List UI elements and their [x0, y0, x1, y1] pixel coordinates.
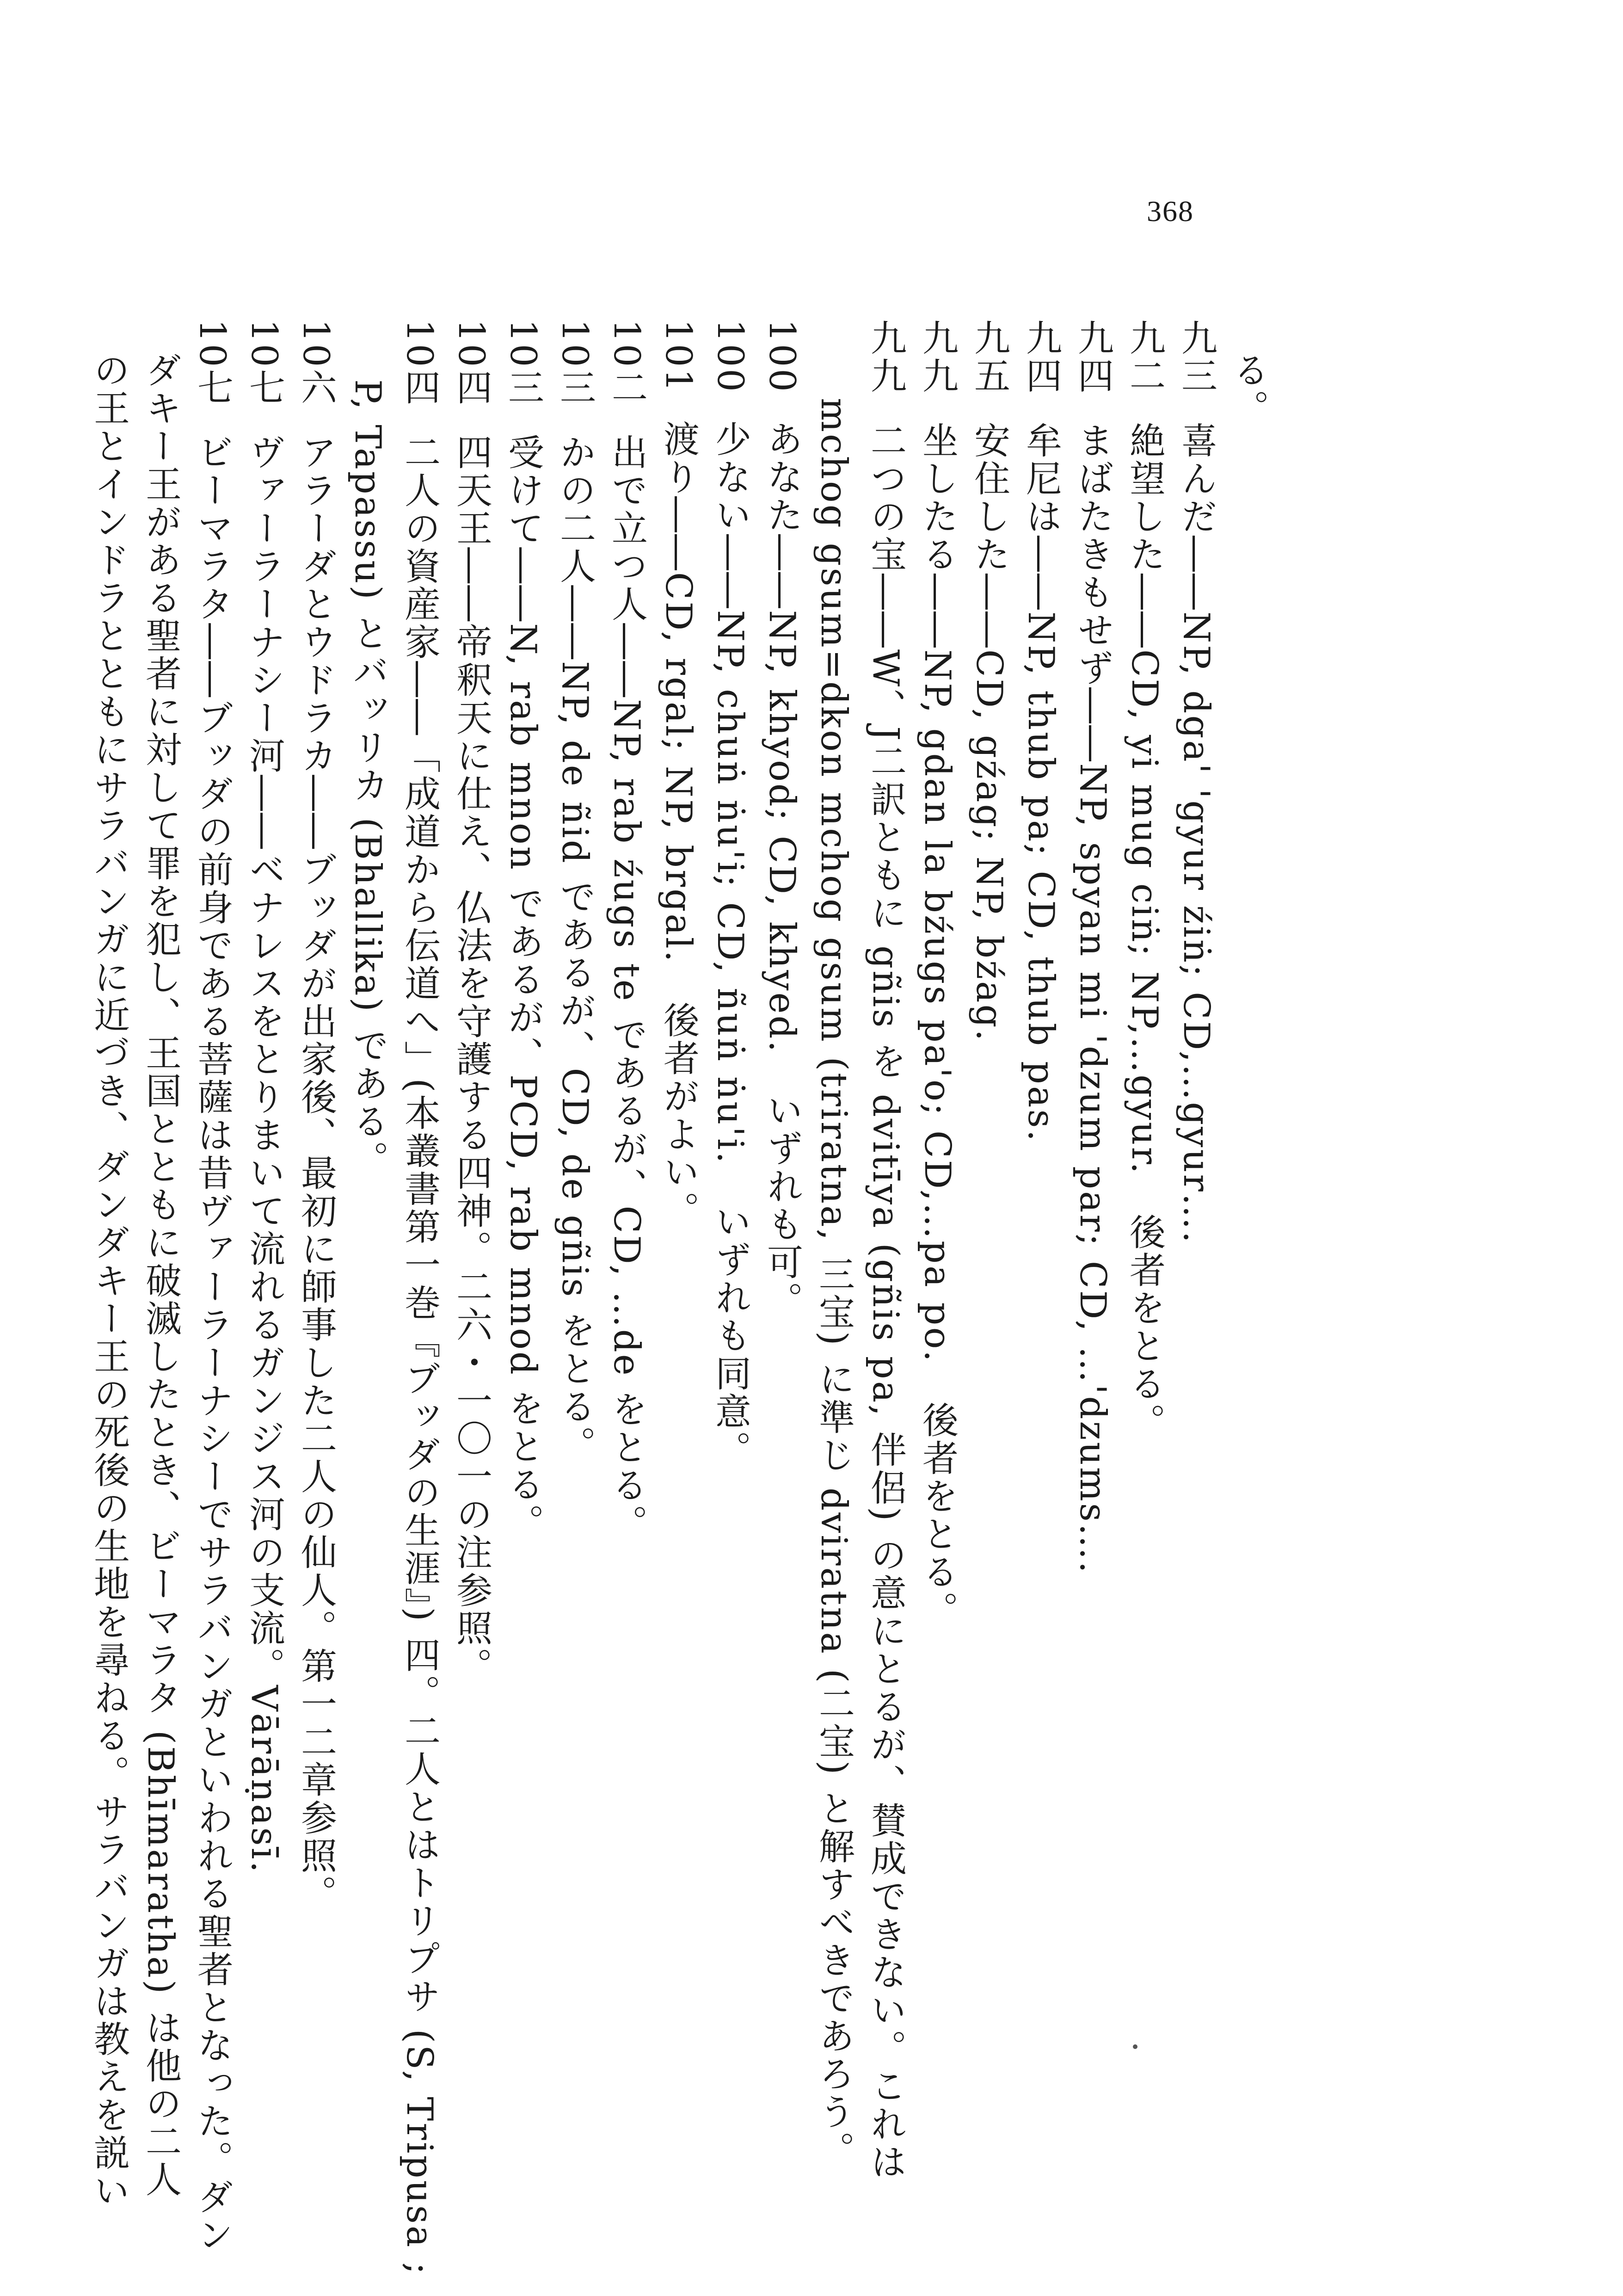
note-text: mchog gsum=dkon mchog gsum (triratna, 三宝) に準じ dviratna (二宝) と解すべきであろう。	[813, 398, 855, 2169]
note-number: 九二	[1124, 319, 1165, 395]
text-column	[88, 352, 129, 2210]
note-text: 少ない――NP, chuṅ ṅu'i; CD, ñuṅ ṅu'i. いずれも同意。	[709, 420, 751, 1469]
note-text: の王とインドラとともにサラバンガに近づき、ダンダキー王の死後の生地を尋ねる。サラバンガは教えを説い	[88, 352, 129, 2210]
note-number: 10四	[399, 319, 440, 407]
text-column	[867, 319, 904, 2181]
text-column	[554, 319, 596, 1464]
note-text: アラーダとウドラカ――ブッダが出家後、最初に師事した二人の仙人。第一二章参照。	[295, 433, 337, 1913]
note-number: 10七	[191, 319, 233, 407]
note-text: 出で立つ人――NP, rab źugs te であるが、CD, …de をとる。	[606, 433, 647, 1543]
note-text: 牟尼は――NP, thub pa; CD, thub pas.	[1020, 422, 1062, 1143]
note-text: あなた――NP, khyod; CD, khyed. いずれも可。	[761, 420, 803, 1320]
note-number: 10七	[243, 319, 285, 407]
note-number: 九五	[968, 319, 1010, 395]
note-text: 絶望した――CD, yi mug ciṅ; NP,…gyur. 後者をとる。	[1124, 422, 1165, 1441]
note-text: る。	[1227, 352, 1269, 427]
note-text: 安住した――CD, gźag; NP, bźag.	[968, 422, 1010, 1043]
text-column	[347, 379, 388, 1179]
text-column	[295, 319, 337, 1913]
text-column	[968, 319, 1010, 1043]
ink-speck	[1133, 2044, 1137, 2049]
note-number: 10六	[295, 319, 337, 407]
text-column	[243, 319, 285, 1875]
note-number: 10三	[502, 319, 544, 407]
note-number: 10二	[606, 319, 647, 407]
note-text: ビーマラタ――ブッダの前身である菩薩は昔ヴァーラーナシーでサラバンガといわれる聖者となった。ダン	[191, 433, 233, 2254]
text-column	[606, 319, 647, 1543]
text-column	[658, 319, 699, 1229]
note-text: 四天王――帝釈天に仕え、仏法を守護する四神。二六・一〇一の注参照。	[450, 433, 492, 1685]
note-text: 二つの宝――W、J二訳ともに gñis を dvitīya (gñis pa, 伴侶) の意にとるが、賛成できない。これは	[865, 422, 906, 2181]
note-number: 九三	[1175, 319, 1217, 395]
note-text: 受けて――N, rab mnon であるが、PCD, rab mnod をとる。	[502, 433, 544, 1542]
note-number: 100	[761, 319, 803, 394]
note-text: 渡り――CD, rgal; NP, brgal. 後者がよい。	[658, 420, 699, 1229]
note-number: 九四	[1072, 319, 1113, 395]
text-column	[502, 319, 544, 1542]
note-number: 九四	[1020, 319, 1062, 395]
note-text: かの二人――NP, de ñid であるが、CD, de gñis をとる。	[554, 433, 596, 1464]
text-column	[1072, 319, 1113, 1575]
note-text: まばたきもせず――NP, spyan mi 'dzum par; CD, …'dzums….	[1072, 422, 1113, 1575]
text-column	[450, 319, 492, 1685]
text-column	[916, 319, 958, 1629]
note-text: 二人の資産家――「成道から伝道へ」(本叢書第一巻『ブッダの生涯』) 四。二人とはトリプサ (S, Tripusa ;	[399, 433, 440, 2277]
text-column	[191, 319, 233, 2254]
page-number: 368	[1147, 195, 1194, 228]
text-column	[140, 352, 181, 2199]
note-text: 喜んだ――NP, dga' 'gyur źiṅ; CD,…gyur….	[1175, 422, 1217, 1245]
note-number: 101	[658, 319, 699, 394]
text-column	[1175, 319, 1217, 1245]
note-number: 10四	[450, 319, 492, 407]
note-number: 九九	[916, 319, 958, 395]
text-column	[1020, 319, 1062, 1143]
note-text: P, Tapassu) とバッリカ (Bhallika) である。	[347, 379, 388, 1179]
text-column	[399, 319, 440, 2277]
note-number: 九九	[865, 319, 906, 395]
text-column	[1124, 319, 1165, 1441]
note-text: 坐したる――NP, gdan la bźugs pa'o; CD,…pa po. 後者をとる。	[916, 422, 958, 1629]
text-column	[1227, 352, 1269, 427]
note-number: 100	[709, 319, 751, 394]
text-column	[761, 319, 803, 1320]
text-column	[813, 398, 855, 2169]
note-text: ヴァーラーナシー河――ベナレスをとりまいて流れるガンジス河の支流。Vārāṇasī.	[243, 433, 285, 1875]
note-text: ダキー王がある聖者に対して罪を犯し、王国とともに破滅したとき、ビーマラタ (Bhīmaratha) は他の二人	[140, 352, 181, 2199]
note-number: 10三	[554, 319, 596, 407]
text-column	[709, 319, 751, 1469]
